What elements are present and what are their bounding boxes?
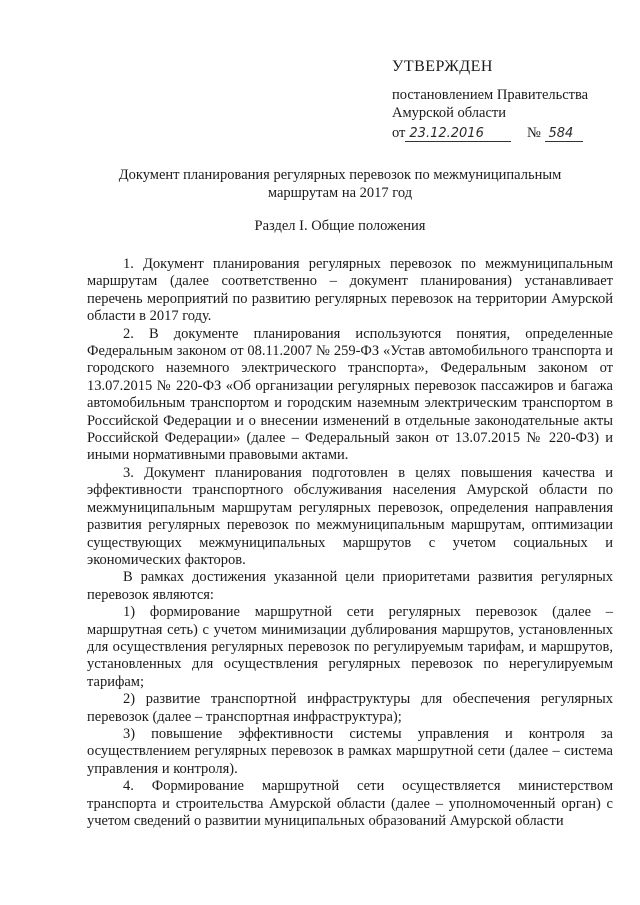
section-heading: Раздел I. Общие положения bbox=[254, 218, 426, 234]
approval-date-line bbox=[392, 124, 622, 142]
paragraph-2: 2. В документе планирования используются понятия, определенные Федеральным законом от 08.11.2007 № 259-ФЗ «Устав автомобильного транспорта и городского наземного электрического транспорта», Федеральным законом от 13.07.2015 № 220-ФЗ «Об организации регулярных перевозок пассажиров и багажа автомобильным транспортом и городским наземным электрическим транспортом в Российской Федерации и о внесении изменений в отдельные законодательные акты Российской Федерации» (далее – Федеральный закон от 13.07.2015 № 220-ФЗ) и иными нормативными правовыми актами. bbox=[87, 325, 613, 464]
paragraph-3: 3. Документ планирования подготовлен в целях повышения качества и эффективности транспортного обслуживания населения Амурской области по межмуниципальным маршрутам регулярных перевозок, определения направления развития регулярных перевозок по межмуниципальным маршрутам, оптимизации существующих межмуниципальных маршрутов с учетом социальных и экономических факторов. bbox=[87, 464, 613, 568]
approval-block bbox=[392, 58, 622, 142]
title-line-2: маршрутам на 2017 год bbox=[267, 185, 413, 201]
priority-item-3: 3) повышение эффективности системы управления и контроля за осуществлением регулярных перевозок в рамках маршрутной сети (далее – система управления и контроля). bbox=[87, 725, 613, 777]
paragraph-1: 1. Документ планирования регулярных перевозок по межмуниципальным маршрутам (далее соответственно – документ планирования) устанавливает перечень мероприятий по развитию регулярных перевозок на территории Амурской области в 2017 году. bbox=[87, 256, 613, 325]
paragraph-4: 4. Формирование маршрутной сети осуществляется министерством транспорта и строительства Амурской области (далее – уполномоченный орган) с учетом сведений о развитии муниципальных образований Амурской области bbox=[87, 778, 613, 829]
approval-region: Амурской области bbox=[392, 105, 506, 121]
approval-stamp: УТВЕРЖДЕН bbox=[392, 58, 493, 75]
document-title bbox=[80, 166, 600, 202]
handwritten-number: 584 bbox=[545, 127, 583, 142]
document-body bbox=[87, 256, 613, 830]
handwritten-date: 23.12.2016 bbox=[405, 127, 511, 142]
priority-item-1: 1) формирование маршрутной сети регулярных перевозок (далее – маршрутная сеть) с учетом минимизации дублирования маршрутов, установленных для осуществления регулярных перевозок по регулируемым тарифам, и маршрутов, установленных для осуществления регулярных перевозок по нерегулируемым тарифам; bbox=[87, 604, 613, 690]
title-line-1: Документ планирования регулярных перевозок по межмуниципальным bbox=[118, 167, 562, 183]
paragraph-priorities-intro: В рамках достижения указанной цели приоритетами развития регулярных перевозок являются: bbox=[87, 569, 613, 603]
approval-authority: постановлением Правительства bbox=[392, 87, 589, 103]
number-label: № bbox=[527, 125, 541, 141]
priority-item-2: 2) развитие транспортной инфраструктуры для обеспечения регулярных перевозок (далее – транспортная инфраструктура); bbox=[87, 691, 613, 725]
date-prefix: от bbox=[392, 125, 406, 141]
